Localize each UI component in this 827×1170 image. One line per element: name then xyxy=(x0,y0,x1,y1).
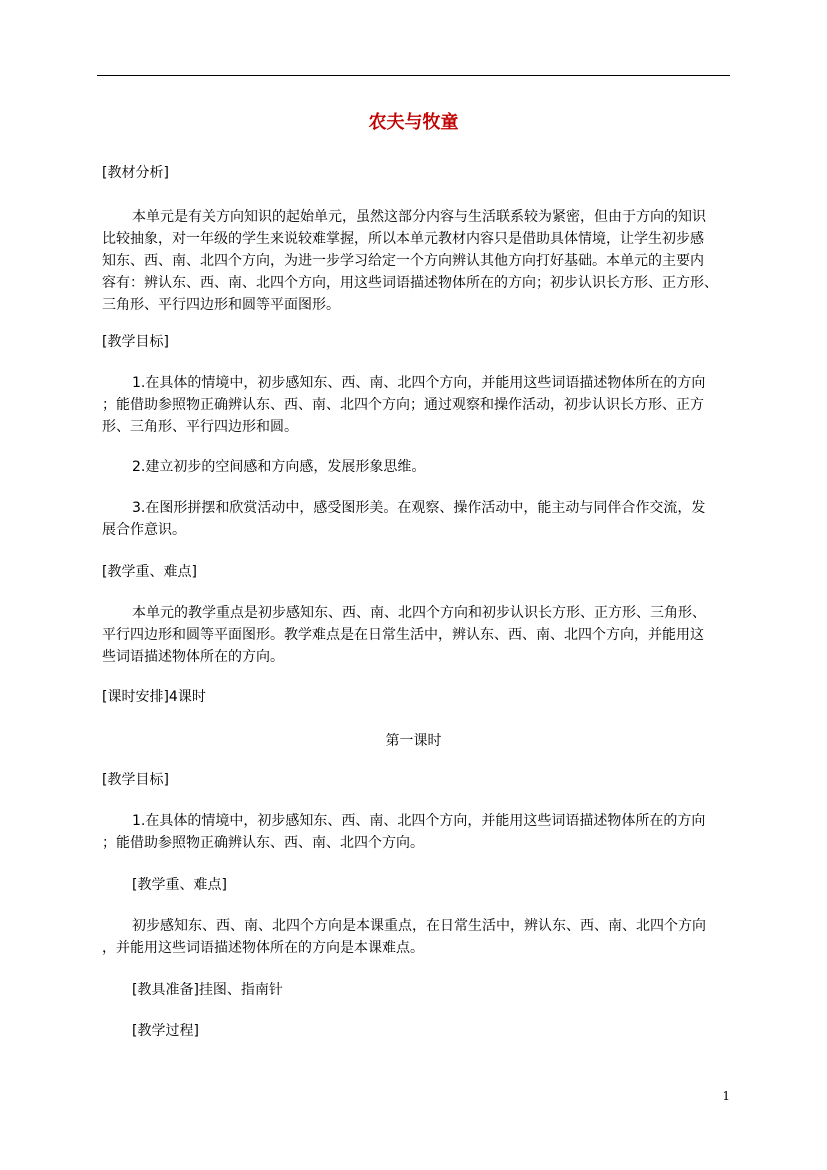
section-heading-key-points: [教学重、难点] xyxy=(102,564,197,580)
paragraph-lesson-key-points: 初步感知东、西、南、北四个方向是本课重点，在日常生活中，辨认东、西、南、北四个方向 ，并能用这些词语描述物体所在的方向是本课难点。 xyxy=(102,918,706,956)
lesson-one-heading: 第一课时 xyxy=(385,733,442,749)
paragraph-goal-2: 2.建立初步的空间感和方向感，发展形象思维。 xyxy=(132,459,426,475)
document-title: 农夫与牧童 xyxy=(368,112,459,133)
section-heading-process: [教学过程] xyxy=(132,1023,199,1039)
section-heading-materials: [教具准备]挂图、指南针 xyxy=(132,982,283,998)
paragraph-key-points: 本单元的教学重点是初步感知东、西、南、北四个方向和初步认识长方形、正方形、三角形、 平行四边形和圆等平面图形。教学难点是在日常生活中，辨认东、西、南、北四个方向，并能用这 些词语描述物体所在的方向。 xyxy=(102,605,706,665)
paragraph-lesson-goal-1: 1.在具体的情境中，初步感知东、西、南、北四个方向，并能用这些词语描述物体所在的方向 ；能借助参照物正确辨认东、西、南、北四个方向。 xyxy=(102,813,706,851)
page-number: 1 xyxy=(722,1089,730,1103)
paragraph-textbook-analysis: 本单元是有关方向知识的起始单元，虽然这部分内容与生活联系较为紧密，但由于方向的知识 比较抽象，对一年级的学生来说较难掌握，所以本单元教材内容只是借助具体情境，让学生初步感 知东、西、南、北四个方向，为进一步学习给定一个方向辨认其他方向打好基础。本单元的主要内 容有：辨认东、西、南、北四个方向，用这些词语描述物体所在的方向；初步认识长方形、正方形、 三角形、平行四边形和圆等平面图形。 xyxy=(102,209,718,313)
section-heading-textbook-analysis: [教材分析] xyxy=(102,165,169,181)
section-heading-lesson-goals: [教学目标] xyxy=(102,772,169,788)
section-heading-teaching-goals: [教学目标] xyxy=(102,334,169,350)
paragraph-goal-3: 3.在图形拼摆和欣赏活动中，感受图形美。在观察、操作活动中，能主动与同伴合作交流，发 展合作意识。 xyxy=(102,500,706,538)
paragraph-goal-1: 1.在具体的情境中，初步感知东、西、南、北四个方向，并能用这些词语描述物体所在的方向 ；能借助参照物正确辨认东、西、南、北四个方向；通过观察和操作活动，初步认识长方形、正方 形、三角形、平行四边形和圆。 xyxy=(102,375,706,435)
section-heading-schedule: [课时安排]4课时 xyxy=(102,689,206,705)
section-heading-lesson-key-points: [教学重、难点] xyxy=(132,877,227,893)
header-rule xyxy=(97,75,730,76)
